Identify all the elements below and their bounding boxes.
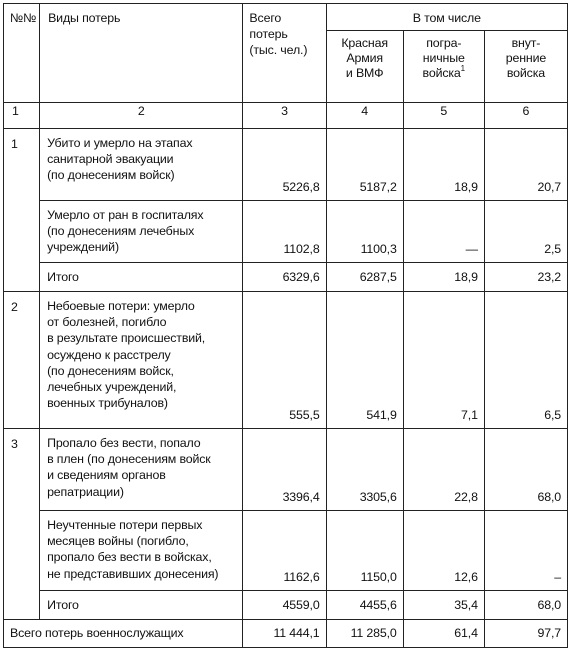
description-line: военных трибуналов) bbox=[47, 396, 168, 411]
header-border-troops bbox=[403, 31, 484, 103]
table-row bbox=[4, 292, 568, 429]
value-border: 18,9 bbox=[403, 129, 484, 201]
description-line: Умерло от ран в госпиталях bbox=[47, 208, 204, 222]
header-loss-type: Виды потерь bbox=[40, 4, 243, 103]
subtotal-label: Итого bbox=[40, 591, 243, 620]
value-internal: – bbox=[484, 511, 567, 591]
value-border: 61,4 bbox=[403, 620, 484, 648]
value-border: 7,1 bbox=[403, 292, 484, 429]
description-line: репатриации) bbox=[47, 484, 124, 499]
loss-description bbox=[40, 429, 243, 511]
value-border: 18,9 bbox=[403, 263, 484, 292]
subtotal-label: Итого bbox=[40, 263, 243, 292]
value-red-army: 1100,3 bbox=[326, 201, 403, 263]
subtotal-row bbox=[4, 263, 568, 292]
header-total bbox=[243, 4, 326, 103]
description-line: месяцев войны (погибло, bbox=[47, 534, 189, 549]
section-number: 3 bbox=[4, 429, 40, 620]
value-total: 1162,6 bbox=[243, 511, 326, 591]
value-internal: 20,7 bbox=[484, 129, 567, 201]
header-total-line: Всего bbox=[249, 11, 282, 25]
header-num: №№ bbox=[4, 4, 40, 103]
value-red-army: 3305,6 bbox=[326, 429, 403, 511]
description-line: лечебных учреждений, bbox=[47, 380, 177, 395]
column-index: 6 bbox=[484, 103, 567, 129]
value-internal: 97,7 bbox=[484, 620, 567, 648]
description-line: (по донесениям войск, bbox=[47, 363, 174, 378]
description-line: (по донесениям лечебных bbox=[47, 224, 195, 239]
header-red-army-line: и ВМФ bbox=[345, 66, 384, 80]
table-row bbox=[4, 511, 568, 591]
header-internal-line: внут- bbox=[511, 36, 541, 50]
column-index: 5 bbox=[403, 103, 484, 129]
table-row bbox=[4, 429, 568, 511]
header-total-line: потерь bbox=[249, 27, 288, 41]
grand-total-row bbox=[4, 620, 568, 648]
value-border: 12,6 bbox=[403, 511, 484, 591]
description-line: от болезней, погибло bbox=[47, 315, 167, 330]
header-internal-line: войска bbox=[506, 66, 545, 80]
value-total: 5226,8 bbox=[243, 129, 326, 201]
description-line: Убито и умерло на этапах bbox=[47, 136, 193, 150]
column-index-row bbox=[4, 103, 568, 129]
description-line: пропало без вести в войсках, bbox=[47, 550, 212, 565]
description-line: не представивших донесения) bbox=[47, 566, 219, 581]
header-row bbox=[4, 4, 568, 31]
value-internal: 68,0 bbox=[484, 591, 567, 620]
value-internal: 68,0 bbox=[484, 429, 567, 511]
header-border-line: погра- bbox=[426, 36, 462, 50]
value-red-army: 1150,0 bbox=[326, 511, 403, 591]
header-internal-troops bbox=[484, 31, 567, 103]
loss-description bbox=[40, 511, 243, 591]
header-border-line: войска$^1$ bbox=[422, 64, 465, 80]
footnote-marker: 1 bbox=[460, 64, 465, 73]
header-red-army-line: Красная bbox=[341, 36, 388, 50]
table-row bbox=[4, 129, 568, 201]
value-total: 1102,8 bbox=[243, 201, 326, 263]
description-line: в плен (по донесениям войск bbox=[47, 452, 211, 467]
header-border-line: ничные bbox=[422, 51, 465, 65]
value-total: 555,5 bbox=[243, 292, 326, 429]
value-total: 3396,4 bbox=[243, 429, 326, 511]
loss-description bbox=[40, 292, 243, 429]
description-line: Пропало без вести, попало bbox=[47, 436, 201, 450]
description-line: (по донесениям войск) bbox=[47, 168, 175, 183]
grand-total-label: Всего потерь военнослужащих bbox=[4, 620, 243, 648]
table-row bbox=[4, 201, 568, 263]
value-red-army: 5187,2 bbox=[326, 129, 403, 201]
section-number: 1 bbox=[4, 129, 40, 292]
value-total: 4559,0 bbox=[243, 591, 326, 620]
value-red-army: 11 285,0 bbox=[326, 620, 403, 648]
header-internal-line: ренние bbox=[505, 51, 547, 65]
description-line: и сведениям органов bbox=[47, 468, 166, 483]
header-red-army bbox=[326, 31, 403, 103]
value-total: 11 444,1 bbox=[243, 620, 326, 648]
value-internal: 6,5 bbox=[484, 292, 567, 429]
column-index: 4 bbox=[326, 103, 403, 129]
value-border: 35,4 bbox=[403, 591, 484, 620]
value-internal: 2,5 bbox=[484, 201, 567, 263]
description-line: учреждений) bbox=[47, 240, 119, 255]
description-line: Небоевые потери: умерло bbox=[47, 299, 195, 313]
header-including: В том числе bbox=[326, 4, 567, 31]
subtotal-row bbox=[4, 591, 568, 620]
value-red-army: 6287,5 bbox=[326, 263, 403, 292]
description-line: Неучтенные потери первых bbox=[47, 518, 203, 532]
column-index: 1 bbox=[4, 103, 40, 129]
description-line: санитарной эвакуации bbox=[47, 152, 174, 167]
loss-description bbox=[40, 201, 243, 263]
value-internal: 23,2 bbox=[484, 263, 567, 292]
losses-table bbox=[3, 3, 568, 648]
section-number: 2 bbox=[4, 292, 40, 429]
value-border: 22,8 bbox=[403, 429, 484, 511]
header-red-army-line: Армия bbox=[346, 51, 383, 65]
description-line: в результате происшествий, bbox=[47, 331, 206, 346]
loss-description bbox=[40, 129, 243, 201]
value-red-army: 4455,6 bbox=[326, 591, 403, 620]
value-border: — bbox=[403, 201, 484, 263]
column-index: 3 bbox=[243, 103, 326, 129]
header-total-line: (тыс. чел.) bbox=[249, 43, 308, 57]
column-index: 2 bbox=[40, 103, 243, 129]
value-total: 6329,6 bbox=[243, 263, 326, 292]
value-red-army: 541,9 bbox=[326, 292, 403, 429]
description-line: осуждено к расстрелу bbox=[47, 347, 171, 362]
